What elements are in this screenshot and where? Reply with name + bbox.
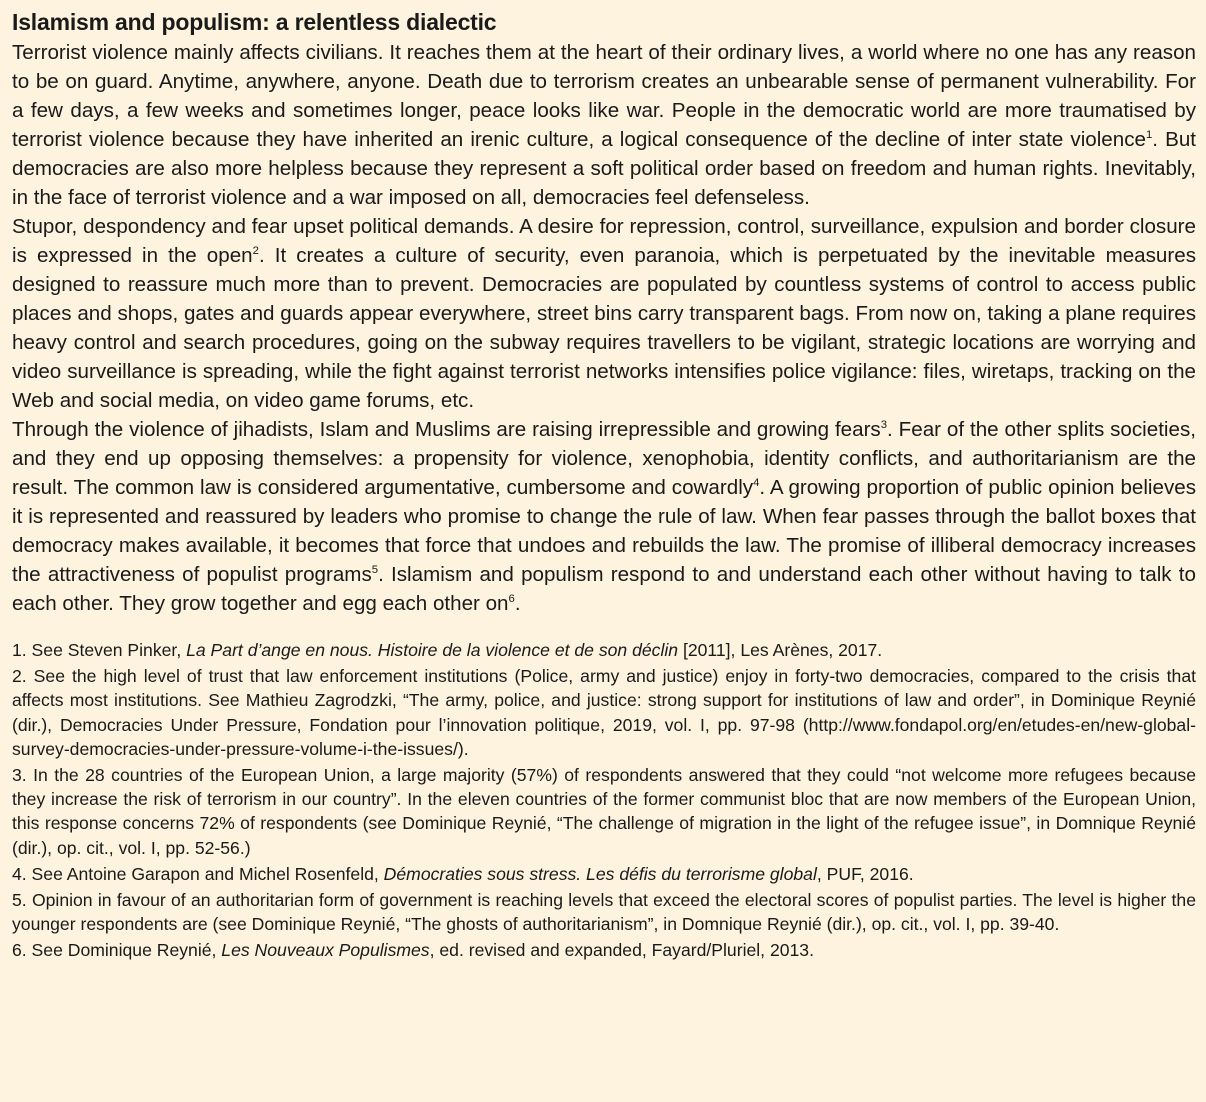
paragraph-text: . It creates a culture of security, even paranoia, which is perpetuated by the inevitable measures designed to reassure much more than to prevent. Democracies are populated by countless systems of control to access public places and shops, gates and guards appear everywhere, street bins carry transparent bags. From now on, taking a plane requires heavy control and search procedures, going on the subway requires travellers to be vigilant, strategic locations are worrying and video surveillance is spreading, while the fight against terrorist networks intensifies police vigilance: files, wiretaps, tracking on the Web and social media, on video game forums, etc.: [12, 244, 1196, 412]
footnote-item: [12, 862, 1196, 886]
paragraph-text: .: [514, 592, 521, 615]
footnote-text: 6. See Dominique Reynié,: [12, 940, 222, 961]
footnote-ref[interactable]: 6: [508, 593, 515, 606]
footnote-ref[interactable]: 5: [371, 564, 379, 577]
footnote-text: 5. Opinion in favour of an authoritarian form of government is reaching levels that exceed the electoral scores of populist parties. The level is higher the younger respondents are (see Dominique Reynié, “The ghosts of authoritarianism”, in Domnique Reynié (dir.), op. cit., vol. I, pp. 39-40.: [12, 890, 1196, 935]
footnote-text: , PUF, 2016.: [816, 863, 914, 884]
footnote-text: , ed. revised and expanded, Fayard/Pluriel, 2013.: [429, 940, 814, 961]
footnote-item: [12, 638, 1196, 662]
footnote-item: [12, 664, 1196, 761]
footnote-text: 4. See Antoine Garapon and Michel Rosenfeld,: [12, 863, 384, 884]
body-paragraph: [12, 38, 1196, 212]
paragraph-text: . Islamism and populism respond to and understand each other without having to talk to each other. They grow together and egg each other on: [12, 563, 1196, 615]
footnote-book-title: Les Nouveaux Populismes: [221, 940, 430, 961]
footnote-text: 3. In the 28 countries of the European Union, a large majority (57%) of respondents answered that they could “not welcome more refugees because they increase the risk of terrorism in our country”. In the eleven countries of the former communist bloc that are now members of the European Union, this response concerns 72% of respondents (see Dominique Reynié, “The challenge of migration in the light of the refugee issue”, in Domnique Reynié (dir.), op. cit., vol. I, pp. 52-56.): [12, 765, 1196, 858]
paragraph-text: . But democracies are also more helpless because they represent a soft political order based on freedom and human rights. Inevitably, in the face of terrorist violence and a war imposed on all, democracies feel defenseless.: [12, 128, 1196, 209]
footnote-text: [2011], Les Arènes, 2017.: [678, 640, 883, 660]
article-body: [12, 38, 1196, 618]
footnote-item: [12, 938, 1196, 962]
body-paragraph: [12, 212, 1196, 415]
paragraph-text: . Fear of the other splits societies, and they end up opposing themselves: a propensity for violence, xenophobia, identity conflicts, and authoritarianism are the result. The common law is considered argumentative, cumbersome and cowardly: [12, 418, 1196, 499]
paragraph-text: Terrorist violence mainly affects civilians. It reaches them at the heart of their ordinary lives, a world where no one has any reason to be on guard. Anytime, anywhere, anyone. Death due to terrorism creates an unbearable sense of permanent vulnerability. For a few days, a few weeks and sometimes longer, peace looks like war. People in the democratic world are more traumatised by terrorist violence because they have inherited an irenic culture, a logical consequence of the decline of inter state violence: [12, 41, 1196, 151]
footnote-text: 2. See the high level of trust that law enforcement institutions (Police, army and justice) enjoy in forty-two democracies, compared to the crisis that affects most institutions. See Mathieu Zagrodzki, “The army, police, and justice: strong support for institutions of law and order”, in Dominique Reynié (dir.), Democracies Under Pressure, Fondation pour l’innovation politique, 2019, vol. I, pp. 97-98 (http://www.fondapol.org/en/etudes-en/new-global-survey-democracies-under-pressure-volume-i-the-issues/).: [12, 666, 1196, 759]
footnote-book-title: Démocraties sous stress. Les défis du terrorisme global: [383, 863, 817, 884]
footnote-ref[interactable]: 2: [252, 245, 259, 258]
paragraph-text: Stupor, despondency and fear upset political demands. A desire for repression, control, surveillance, expulsion and border closure is expressed in the open: [12, 215, 1196, 267]
footnote-book-title: La Part d’ange en nous. Histoire de la violence et de son déclin: [186, 640, 679, 660]
footnotes: [12, 638, 1196, 963]
paragraph-text: Through the violence of jihadists, Islam and Muslims are raising irrepressible and growing fears: [12, 418, 881, 441]
body-paragraph: [12, 415, 1196, 618]
footnote-text: 1. See Steven Pinker,: [12, 640, 187, 660]
paragraph-text: . A growing proportion of public opinion believes it is represented and reassured by leaders who promise to change the rule of law. When fear passes through the ballot boxes that democracy makes available, it becomes that force that undoes and rebuilds the law. The promise of illiberal democracy increases the attractiveness of populist programs: [12, 476, 1197, 586]
footnote-item: [12, 888, 1196, 936]
footnote-ref[interactable]: 3: [880, 419, 888, 432]
footnote-item: [12, 763, 1196, 860]
footnote-ref[interactable]: 1: [1145, 129, 1153, 142]
article-title: Islamism and populism: a relentless dialectic: [12, 9, 497, 35]
footnote-ref[interactable]: 4: [753, 477, 760, 490]
